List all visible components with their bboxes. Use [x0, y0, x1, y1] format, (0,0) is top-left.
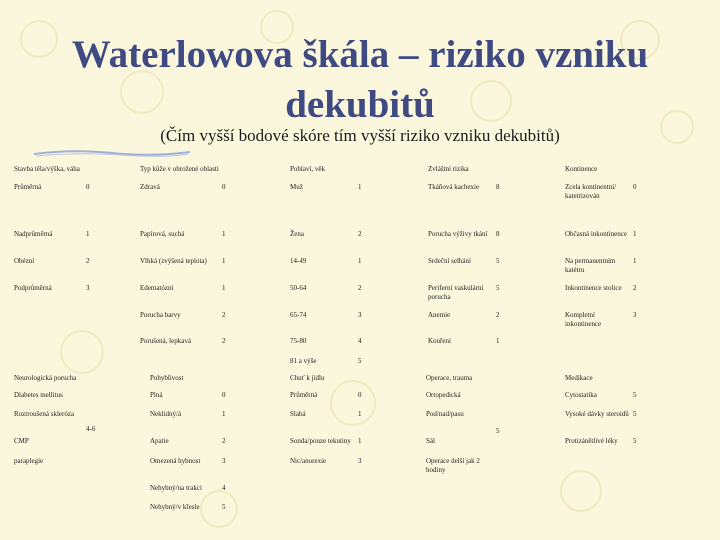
table-header-cell: Medikace: [565, 374, 593, 382]
table-cell: 1: [633, 230, 637, 238]
table-cell: 3: [86, 284, 90, 292]
table-cell: Tkáňová kachexie: [428, 183, 480, 191]
table-cell: Podprůměrná: [14, 284, 52, 292]
table-cell: 3: [358, 311, 362, 319]
table-cell: Inkontinence stolice: [565, 284, 622, 292]
table-header-cell: Neurologická porucha: [14, 374, 77, 382]
table-cell: 2: [496, 311, 500, 319]
table-cell: 5: [633, 410, 637, 418]
table-cell: 14-49: [290, 257, 307, 265]
table-header-cell: Pohlaví, věk: [290, 165, 325, 173]
table-cell: Edematózní: [140, 284, 174, 292]
table-cell: 81 a výše: [290, 357, 317, 365]
table-cell: 0: [222, 183, 226, 191]
table-cell: Nehybný/na trakci: [150, 484, 202, 492]
table-cell: Občasná inkontinence: [565, 230, 628, 238]
table-cell: Roztroušená skleróza: [14, 410, 75, 418]
table-cell: 8: [496, 183, 500, 191]
table-cell: Nadprůměrná: [14, 230, 53, 238]
table-cell: Vysoké dávky steroidů: [565, 410, 629, 418]
table-cell: 1: [86, 230, 90, 238]
table-cell: 1: [358, 410, 362, 418]
table-cell: 1: [496, 337, 500, 345]
table-header-cell: Stavba těla/výška, váha: [14, 165, 80, 173]
table-header-cell: Zvláštní rizika: [428, 165, 469, 173]
table-cell: 2: [222, 437, 226, 445]
table-cell: 1: [222, 410, 226, 418]
background-swirl: [60, 330, 104, 374]
table-header-cell: Operace, trauma: [426, 374, 473, 382]
table-cell: Pod/nad/pasu: [426, 410, 464, 418]
table-cell: Porucha barvy: [140, 311, 181, 319]
slide-title: [40, 30, 680, 130]
table-cell: 5: [633, 437, 637, 445]
table-cell: 4-6: [86, 425, 96, 433]
table-cell: 1: [222, 284, 226, 292]
table-cell: 1: [358, 257, 362, 265]
table-cell: 8: [496, 230, 500, 238]
table-cell: Periferní vaskulární porucha: [428, 284, 484, 301]
table-cell: 75-80: [290, 337, 307, 345]
table-cell: 5: [496, 284, 500, 292]
table-cell: 0: [358, 391, 362, 399]
table-cell: 5: [496, 257, 500, 265]
table-cell: Na permanentním katétru: [565, 257, 616, 274]
background-swirl: [330, 380, 376, 426]
table-cell: Obézní: [14, 257, 35, 265]
table-cell: Porucha výživy tkání: [428, 230, 488, 238]
table-cell: 3: [222, 457, 226, 465]
table-cell: 2: [86, 257, 90, 265]
table-cell: Srdeční selhání: [428, 257, 471, 265]
table-cell: Slabá: [290, 410, 306, 418]
table-cell: 1: [358, 183, 362, 191]
table-cell: Diabetes mellitus: [14, 391, 63, 399]
table-cell: 5: [633, 391, 637, 399]
table-header-cell: Typ kůže v ohrožené oblasti: [140, 165, 219, 173]
table-cell: Zdravá: [140, 183, 160, 191]
title-line-1: Waterlowova škála – riziko vzniku: [71, 33, 649, 76]
table-cell: 5: [496, 427, 500, 435]
table-cell: 2: [633, 284, 637, 292]
table-cell: 5: [222, 503, 226, 511]
table-cell: Kompletní inkontinence: [565, 311, 602, 328]
table-cell: 65-74: [290, 311, 307, 319]
table-cell: 2: [222, 311, 226, 319]
table-header-cell: Pohyblivost: [150, 374, 184, 382]
table-cell: Průměrná: [14, 183, 42, 191]
table-cell: Neklidný/á: [150, 410, 182, 418]
table-cell: 4: [222, 484, 226, 492]
table-cell: Kouření: [428, 337, 451, 345]
table-cell: 0: [633, 183, 637, 191]
table-cell: 1: [222, 230, 226, 238]
table-cell: Ortopedická: [426, 391, 461, 399]
table-cell: Sonda/pouze tekutiny: [290, 437, 351, 445]
table-cell: Protizánětlivé léky: [565, 437, 618, 445]
table-cell: Muž: [290, 183, 303, 191]
table-cell: Omezená hybnost: [150, 457, 201, 465]
table-cell: paraplegie: [14, 457, 44, 465]
table-cell: 4: [358, 337, 362, 345]
table-cell: 3: [358, 457, 362, 465]
table-cell: Anemie: [428, 311, 451, 319]
table-cell: Papírová, suchá: [140, 230, 185, 238]
table-cell: Nehybný/v křesle: [150, 503, 200, 511]
table-cell: 1: [358, 437, 362, 445]
table-cell: Cytostatika: [565, 391, 597, 399]
slide-subtitle: (Čím vyšší bodové skóre tím vyšší riziko vzniku dekubitů): [160, 126, 560, 145]
table-cell: Nic/anorexie: [290, 457, 327, 465]
background-swirl: [560, 470, 602, 512]
table-cell: 5: [358, 357, 362, 365]
decorative-accent-line: [32, 148, 192, 158]
table-cell: 1: [222, 257, 226, 265]
table-cell: 2: [358, 230, 362, 238]
table-cell: 0: [86, 183, 90, 191]
table-cell: 1: [633, 257, 637, 265]
table-cell: Sál: [426, 437, 435, 445]
table-cell: 3: [633, 311, 637, 319]
table-cell: 0: [222, 391, 226, 399]
table-cell: Apatie: [150, 437, 169, 445]
table-cell: 2: [222, 337, 226, 345]
table-cell: CMP: [14, 437, 29, 445]
table-cell: 50-64: [290, 284, 307, 292]
table-header-cell: Chuť k jídlu: [290, 374, 325, 382]
title-line-2: dekubitů: [285, 83, 435, 126]
table-cell: Průměrná: [290, 391, 318, 399]
table-header-cell: Kontinence: [565, 165, 598, 173]
table-cell: Vlhká (zvýšená teplota): [140, 257, 207, 265]
table-cell: 2: [358, 284, 362, 292]
table-cell: Zcela kontinentní/ katetrizován: [565, 183, 617, 200]
table-cell: Plná: [150, 391, 163, 399]
table-cell: Porušená, lepkavá: [140, 337, 191, 345]
table-cell: Operace delší jak 2 hodiny: [426, 457, 480, 474]
table-cell: Žena: [290, 230, 304, 238]
